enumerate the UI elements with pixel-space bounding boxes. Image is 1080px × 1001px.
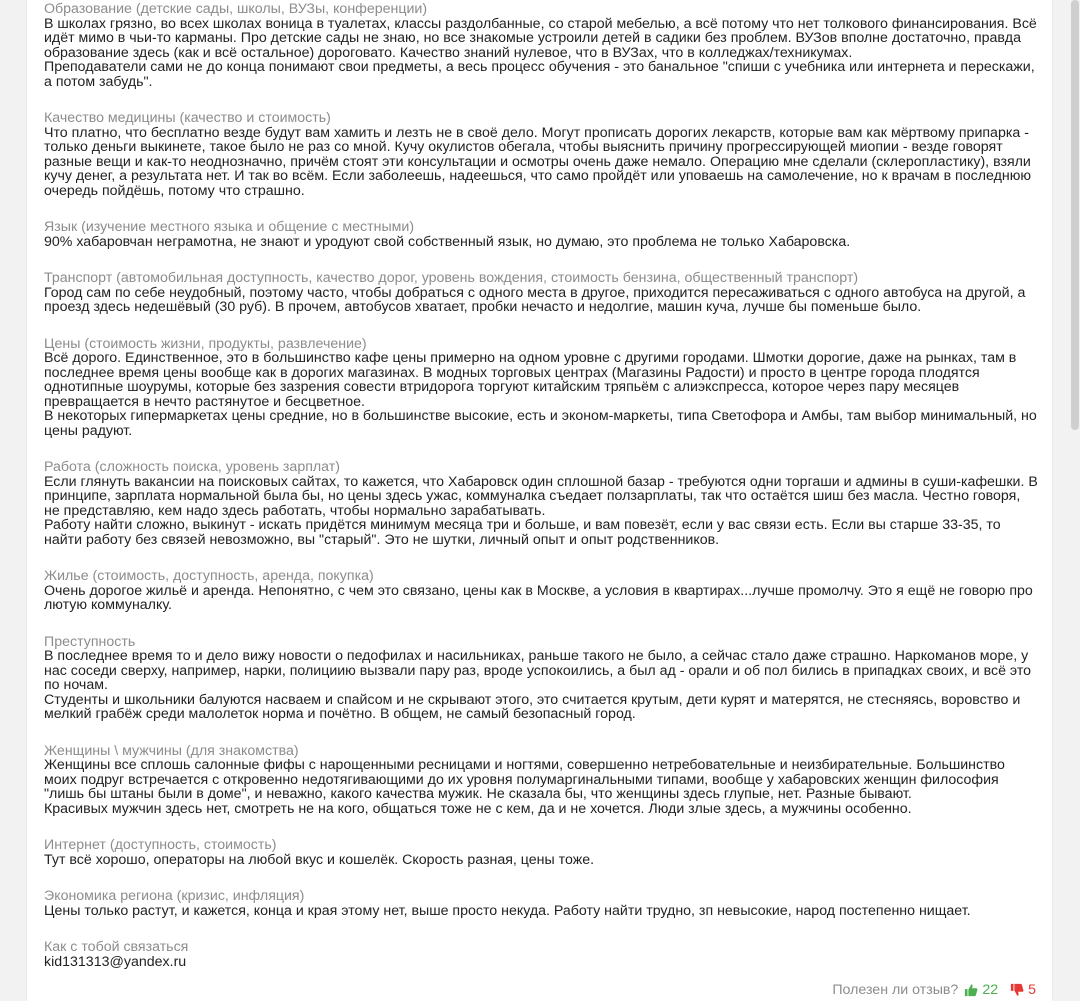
section-text: Тут всё хорошо, операторы на любой вкус и кошелёк. Скорость разная, цены тоже.: [44, 851, 595, 868]
section-text: 90% хабаровчан неграмотна, не знают и уродуют свой собственный язык, но думаю, это проблема не только Хабаровска.: [44, 233, 851, 250]
review-helpful-footer: [832, 982, 1036, 998]
section-prices: [44, 337, 1038, 439]
contact-email: kid131313@yandex.ru: [44, 953, 187, 970]
section-text: Город сам по себе неудобный, поэтому часто, чтобы добраться с одного места в другое, приходится пересаживаться с одного автобуса на другой, а проезд здесь недешёвый (30 руб). В прочем, автобусов хватает, пробки нечасто и недолгие, машин куча, лучше бы поменьше было.: [44, 284, 1026, 315]
dislike-button[interactable]: [1010, 982, 1036, 998]
section-education: [44, 2, 1038, 89]
section-text: Очень дорогое жильё и аренда. Непонятно, с чем это связано, цены как в Москве, а условия в квартирах...лучше промолчу. Это я ещё не говорю про лютую коммуналку.: [44, 582, 1033, 613]
section-title: Образование (детские сады, школы, ВУЗы, конференции): [44, 1, 428, 17]
section-housing: [44, 569, 1038, 613]
section-internet: [44, 838, 1038, 867]
section-work: [44, 460, 1038, 547]
section-crime: [44, 635, 1038, 722]
thumbs-up-icon: [964, 983, 978, 997]
section-text: Женщины все сплошь салонные фифы с нарощенными ресницами и ногтями, совершенно нетребовательные и неизбирательные. Большинство моих подруг встречается с откровенно недотягивающими до их уровня полумаргинальными типами, вообще у хабаровских женщин философия "лишь бы штаны были в доме", и неважно, какого качества мужик. Не сказала бы, что женщины здесь глупые, нет. Разные бывают.: [44, 757, 1005, 802]
review-content: [44, 2, 1038, 991]
helpful-question-label: Полезен ли отзыв?: [832, 982, 959, 998]
section-title: Преступность: [44, 633, 136, 650]
dislike-count: 5: [1028, 982, 1036, 998]
section-title: Работа (сложность поиска, уровень зарплат): [44, 459, 340, 475]
section-medicine: [44, 111, 1038, 198]
section-title: Цены (стоимость жизни, продукты, развлечение): [44, 335, 367, 352]
section-title: Жилье (стоимость, доступность, аренда, покупка): [44, 568, 374, 584]
section-title: Транспорт (автомобильная доступность, качество дорог, уровень вождения, стоимость бензина, общественный транспорт): [44, 270, 859, 286]
section-text: Преподаватели сами не до конца понимают свои предметы, а весь процесс обучения - это банальное "спиши с учебника или интернета и перескажи, а потом забудь".: [44, 59, 1035, 90]
scrollbar-track[interactable]: [1070, 0, 1080, 1001]
section-economy: [44, 889, 1038, 918]
section-title: Экономика региона (кризис, инфляция): [44, 888, 305, 904]
section-language: [44, 220, 1038, 249]
section-text: В школах грязно, во всех школах воница в туалетах, классы раздолбанные, со старой мебелью, а всё потому что нет толкового финансирования. Всё идёт мимо в чьи-то карманы. Про детские сады не знаю, но все знакомые устроили детей в садики без проблем. ВУЗов вполне достаточно, правда образование здесь (как и всё остальное) дороговато. Качество знаний нулевое, что в ВУЗах, что в колледжах/техникумах.: [44, 15, 1037, 61]
like-count: 22: [982, 982, 999, 998]
section-text: Работу найти сложно, выкинут - искать придётся минимум месяца три и больше, и вам повезёт, если у вас связи есть. Если вы старше 33-35, то найти работу без связей невозможно, вы "старый". Это не шутки, личный опыт и опыт родственников.: [44, 517, 1001, 548]
section-contact: [44, 940, 1038, 969]
section-text: Всё дорого. Единственное, это в большинство кафе цены примерно на одном уровне с другими городами. Шмотки дорогие, даже на рынках, там в последнее время цены вообще как в дорогих магазинах. В модных торговых центрах (Магазины Радости) и просто в центре города плодятся однотипные шоурумы, которые без зазрения совести втридорога торгуют китайским тряпьём с алиэкспресса, которое через пару месяцев превращается в нечто растянутое и бесцветное.: [44, 350, 1017, 410]
section-transport: [44, 271, 1038, 315]
section-title: Женщины \ мужчины (для знакомства): [44, 742, 299, 759]
section-text: Красивых мужчин здесь нет, смотреть не на кого, общаться тоже не с кем, да и не хочется. Люди злые здесь, а мужчины особенно.: [44, 800, 912, 817]
section-text: Студенты и школьники балуются насваем и спайсом и не скрывают этого, это считается крутым, дети курят и матерятся, не стесняясь, воровство и мелкий грабёж среди малолеток норма и почётно. В общем, не самый безопасный город.: [44, 691, 1021, 722]
scrollbar-thumb[interactable]: [1071, 0, 1079, 430]
section-text: В последнее время то и дело вижу новости о педофилах и насильниках, раньше такого не было, а сейчас стало даже страшно. Наркоманов море, у нас соседи сверху, например, нарки, полициию вызвали пару раз, вроде успокоились, а был ад - орали и об пол бились в припадках своих, и всё это по ночам.: [44, 648, 1032, 693]
section-title: Интернет (доступность, стоимость): [44, 837, 277, 853]
like-button[interactable]: [964, 982, 998, 998]
section-text: Если глянуть вакансии на поисковых сайтах, то кажется, что Хабаровск один сплошной базар - требуются одни торгаши и админы в суши-кафешки. В принципе, зарплата нормальной была бы, но цены здесь ужас, коммуналка съедает ползарплаты, так что остаётся шиш без масла. Честно говоря, не представляю, кем надо здесь работать, чтобы нормально зарабатывать.: [44, 473, 1038, 519]
section-dating: [44, 744, 1038, 817]
section-text: Что платно, что бесплатно везде будут вам хамить и лезть не в своё дело. Могут прописать дорогих лекарств, которые вам как мёртвому припарка - только деньги выкинете, такое было не раз со мной. Кучу окулистов обегала, чтобы выяснить причину прогрессирующей миопии - везде говорят разные вещи и как-то неоднозначно, причём стоят эти консультации и осмотры очень даже немало. Операцию мне сделали (склеропластику), взяли кучу денег, а результата нет. И так во всём. Если заболеешь, надеешься, что само пройдёт или уповаешь на самолечение, но к врачам в последнюю очередь пойдёшь, потому что страшно.: [44, 124, 1031, 199]
section-title: Как с тобой связаться: [44, 939, 189, 955]
section-title: Качество медицины (качество и стоимость): [44, 110, 331, 126]
section-text: Цены только растут, и кажется, конца и края этому нет, выше просто некуда. Работу найти трудно, зп невысокие, народ постепенно нищает.: [44, 902, 971, 919]
section-text: В некоторых гипермаркетах цены средние, но в большинстве высокие, есть и эконом-маркеты, типа Светофора и Амбы, там выбор минимальный, но цены радуют.: [44, 408, 1037, 439]
thumbs-down-icon: [1010, 983, 1024, 997]
section-title: Язык (изучение местного языка и общение с местными): [44, 219, 415, 235]
